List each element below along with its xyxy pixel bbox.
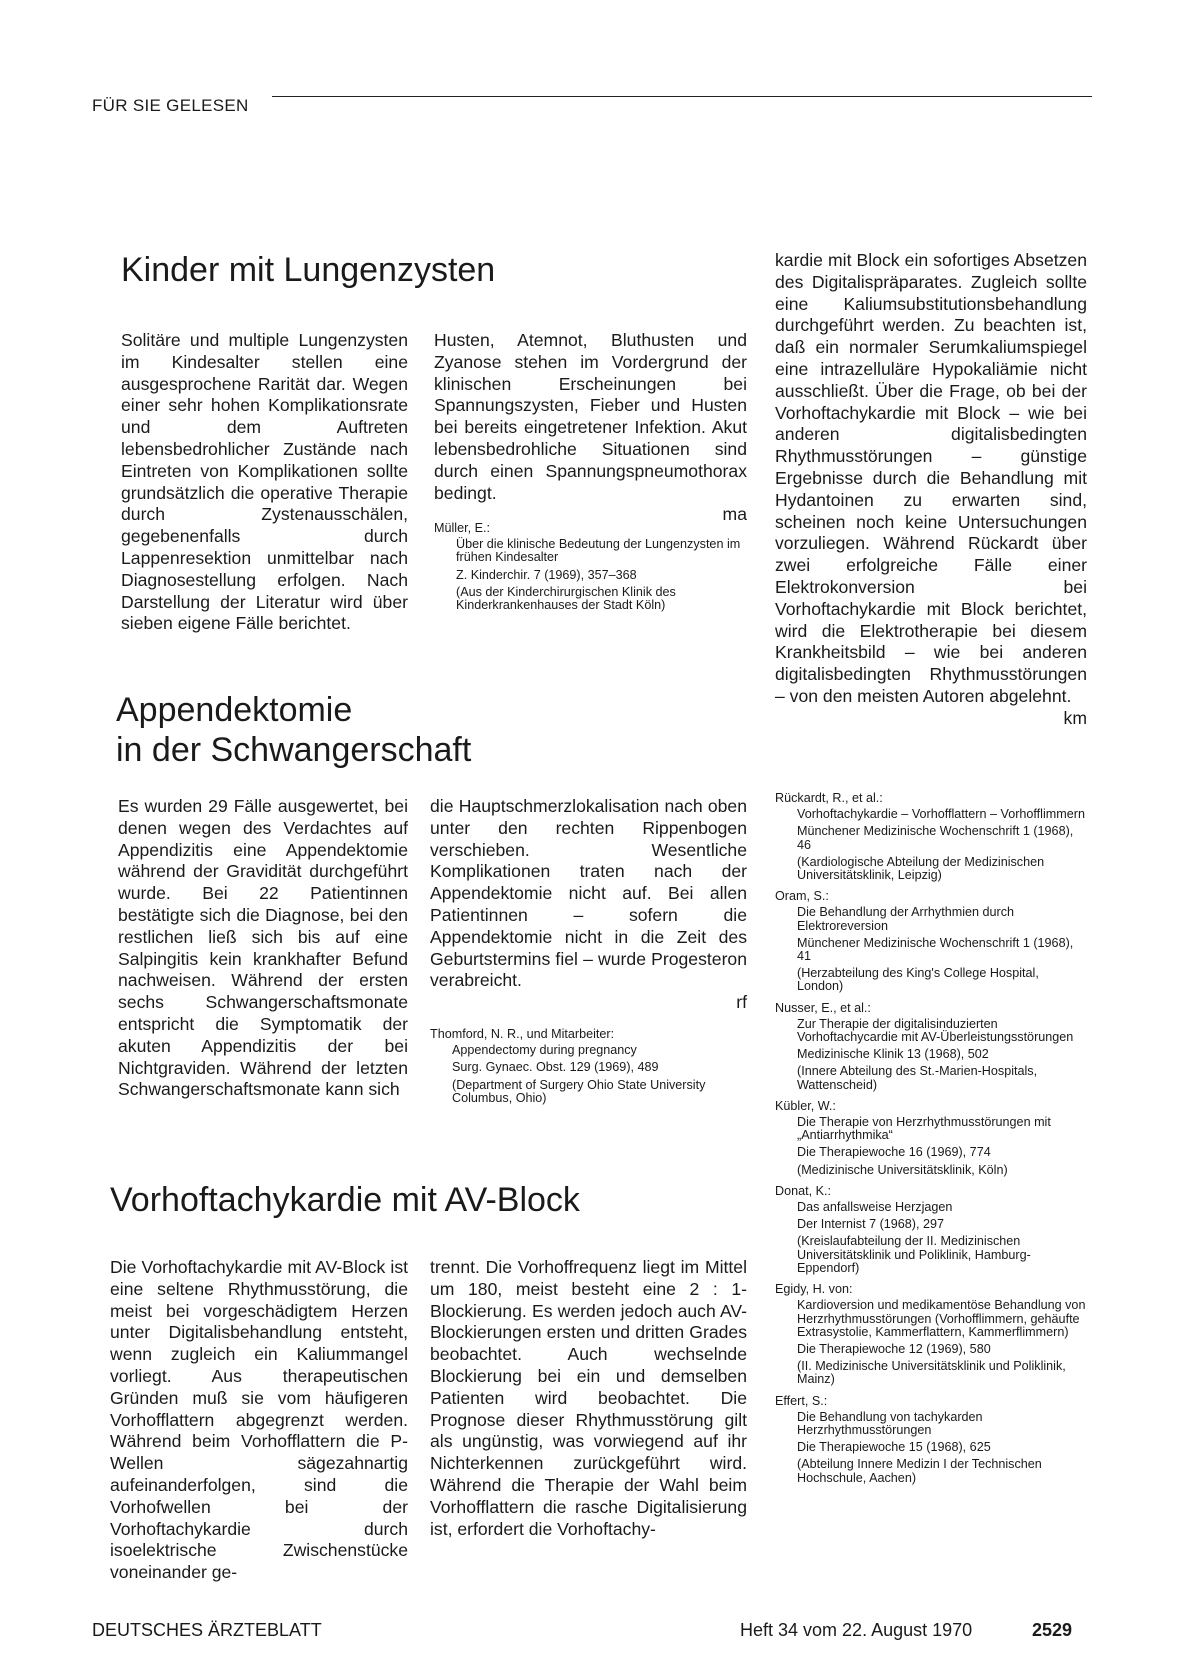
article-title: Vorhoftachykardie mit AV-Block [110, 1181, 580, 1219]
reference [775, 792, 1087, 882]
reference-title: Kardioversion und medikamentöse Behandlung von Herzrhythmusstörungen (Vorhofflimmern, gehäufte Extrasystolie, Kammerflattern, Kammerflimmern) [797, 1298, 1086, 1339]
reference-source: Münchener Medizinische Wochenschrift 1 (1968), 41 [797, 935, 1074, 964]
reference-author: Donat, K.: [775, 1183, 832, 1198]
reference-source: Münchener Medizinische Wochenschrift 1 (1968), 46 [797, 824, 1074, 852]
reference-institution: (Kardiologische Abteilung der Medizinischen Universitätsklinik, Leipzig) [797, 854, 1045, 883]
author-signature: ma [722, 504, 747, 525]
reference-source: Die Therapiewoche 15 (1968), 625 [797, 1440, 991, 1455]
article-text-body: kardie mit Block ein sofortiges Absetzen des Digitalispräparates. Zugleich sollte eine Kaliumsubstitutionsbehandlung durchgeführt werden. Zu beachten ist, daß ein normaler Serumkaliumspiegel eine intrazelluläre Hypokaliämie nicht ausschließt. Über die Frage, ob bei der Vorhoftachykardie mit Block – wie bei anderen digitalisbedingten Rhythmusstörungen – günstige Ergebnisse durch die Behandlung mit Hydantoinen zu erwarten sind, scheinen noch keine Untersuchungen vorzuliegen. Während Rückardt über zwei erfolgreiche Fälle einer Elektrokonversion bei Vorhoftachykardie mit Block berichtet, wird die Elektrotherapie bei diesem Krankheitsbild – wie bei anderen digitalisbedingten Rhythmusstörungen – von den meisten Autoren abgelehnt. [775, 250, 1087, 706]
article-text: Solitäre und multiple Lungenzysten im Kindesalter stellen eine ausgesprochene Rarität dar. Wegen einer sehr hohen Komplikationsrate und dem Auftreten lebensbedrohlicher Zustände nach Eintreten von Komplikationen sollte grundsätzlich die operative Therapie durch Zystenausschälen, gegebenenfalls durch Lappenresektion unmittelbar nach Diagnosestellung erfolgen. Nach Darstellung der Literatur wird über sieben eigene Fälle berichtet. [121, 330, 408, 634]
reference-author: Effert, S.: [775, 1393, 828, 1408]
reference-institution: (Kreislaufabteilung der II. Medizinischen Universitätsklinik und Poliklinik, Hamburg-Eppendorf) [797, 1234, 1031, 1275]
article-column [430, 1257, 747, 1540]
reference-source: Die Therapiewoche 16 (1969), 774 [797, 1145, 991, 1160]
reference-title: Die Therapie von Herzrhythmusstörungen mit „Antiarrhythmika“ [797, 1115, 1051, 1143]
reference-source: Der Internist 7 (1968), 297 [797, 1217, 945, 1232]
article-text: trennt. Die Vorhoffrequenz liegt im Mittel um 180, meist besteht eine 2 : 1-Blockierung. Es werden jedoch auch AV-Blockierungen ersten und dritten Grades beobachtet. Auch wechselnde Blockierung bei ein und demselben Patienten wird beobachtet. Die Prognose dieser Rhythmusstörung gilt als ungünstig, was vorwiegend auf ihr Nichterkennen zurückgeführt wird. Während die Therapie der Wahl beim Vorhofflattern die rasche Digitalisierung ist, erfordert die Vorhoftachy- [430, 1257, 747, 1539]
reference [775, 1100, 1087, 1177]
reference-institution: (Herzabteilung des King's College Hospital, London) [797, 966, 1039, 994]
reference-institution: (Abteilung Innere Medizin I der Technischen Hochschule, Aachen) [797, 1457, 1042, 1485]
reference-institution: (Department of Surgery Ohio State University Columbus, Ohio) [452, 1077, 706, 1105]
reference-source: Medizinische Klinik 13 (1968), 502 [797, 1047, 989, 1062]
article-column [121, 330, 408, 635]
article-column [434, 330, 747, 526]
reference-source: Z. Kinderchir. 7 (1969), 357–368 [456, 567, 637, 582]
reference [775, 890, 1087, 993]
article-column [430, 796, 747, 1014]
reference [430, 1028, 747, 1105]
reference-title: Die Behandlung der Arrhythmien durch Elektroreversion [797, 905, 1015, 933]
reference-title: Das anfallsweise Herzjagen [797, 1200, 953, 1215]
author-signature: km [1063, 707, 1087, 728]
article-column [110, 1257, 408, 1584]
reference-institution: (II. Medizinische Universitätsklinik und Poliklinik, Mainz) [797, 1359, 1066, 1387]
reference-author: Nusser, E., et al.: [775, 1000, 871, 1015]
reference-author: Müller, E.: [434, 521, 490, 535]
article-text: Die Vorhoftachykardie mit AV-Block ist eine seltene Rhythmusstörung, die meist bei vorgeschädigtem Herzen unter Digitalisbehandlung entsteht, wenn zugleich ein Kaliummangel vorliegt. Aus therapeutischen Gründen muß sie vom häufigeren Vorhofflattern abgegrenzt werden. Während beim Vorhofflattern die P-Wellen sägezahnartig aufeinanderfolgen, sind die Vorhofwellen bei der Vorhoftachykardie durch isoelektrische Zwischenstücke voneinander ge- [110, 1257, 408, 1583]
reference [775, 1002, 1087, 1092]
reference-list [430, 1028, 747, 1113]
reference [775, 1395, 1087, 1485]
reference-source: Surg. Gynaec. Obst. 129 (1969), 489 [452, 1060, 659, 1075]
article-text-body: Husten, Atemnot, Bluthusten und Zyanose stehen im Vordergrund der klinischen Erscheinungen bei Spannungszysten, Fieber und Husten bei bereits eingetretener Infektion. Akut lebensbedrohliche Situationen sind durch einen Spannungspneumothorax bedingt. [434, 330, 747, 503]
article-text [775, 250, 1087, 730]
journal-name: DEUTSCHES ÄRZTEBLATT [92, 1620, 322, 1640]
reference-institution: (Medizinische Universitätsklinik, Köln) [797, 1162, 1008, 1177]
reference-author: Thomford, N. R., und Mitarbeiter: [430, 1027, 615, 1041]
reference-title: Vorhoftachykardie – Vorhofflattern – Vorhofflimmern [797, 807, 1085, 822]
article-text [434, 330, 747, 526]
reference-title: Die Behandlung von tachykarden Herzrhythmusstörungen [797, 1409, 983, 1437]
reference [775, 1185, 1087, 1275]
article-column [775, 250, 1087, 730]
reference-source: Die Therapiewoche 12 (1969), 580 [797, 1341, 991, 1356]
article-title-line: Appendektomie [116, 691, 353, 729]
reference-title: Über die klinische Bedeutung der Lungenzysten im frühen Kindesalter [456, 537, 741, 565]
reference-author: Oram, S.: [775, 889, 829, 904]
reference-author: Egidy, H. von: [775, 1282, 853, 1297]
author-signature: rf [736, 992, 747, 1013]
header-rule [272, 96, 1092, 97]
reference-list [775, 792, 1087, 1493]
reference-institution: (Innere Abteilung des St.-Marien-Hospitals, Wattenscheid) [797, 1064, 1038, 1092]
article-text [430, 796, 747, 1014]
running-head: FÜR SIE GELESEN [92, 96, 249, 115]
reference [434, 522, 747, 612]
reference [775, 1283, 1087, 1386]
issue-date: Heft 34 vom 22. August 1970 [740, 1620, 973, 1640]
reference-list [434, 522, 747, 620]
article-text: Es wurden 29 Fälle ausgewertet, bei denen wegen des Verdachtes auf Appendizitis eine Appendektomie während der Gravidität durchgeführt wurde. Bei 22 Patientinnen bestätigte sich die Diagnose, bei den restlichen ließ sich bis auf eine Salpingitis kein krankhafter Befund nachweisen. Während der ersten sechs Schwangerschaftsmonate entspricht die Symptomatik der akuten Appendizitis der bei Nichtgraviden. Während der letzten Schwangerschaftsmonate kann sich [118, 796, 408, 1100]
reference-author: Rückardt, R., et al.: [775, 791, 883, 805]
reference-title: Appendectomy during pregnancy [452, 1043, 637, 1058]
article-title: Kinder mit Lungenzysten [121, 251, 496, 289]
reference-institution: (Aus der Kinderchirurgischen Klinik des Kinderkrankenhauses der Stadt Köln) [456, 584, 676, 613]
reference-title: Zur Therapie der digitalisinduzierten Vorhoftachycardie mit AV-Überleistungsstörungen [797, 1016, 1074, 1045]
article-column [118, 796, 408, 1101]
reference-author: Kübler, W.: [775, 1098, 836, 1113]
page-number: 2529 [1032, 1620, 1073, 1640]
article-text-body: die Hauptschmerzlokalisation nach oben unter den rechten Rippenbogen verschieben. Wesentliche Komplikationen traten nach der Appendektomie nicht auf. Bei allen Patientinnen – sofern die Appendektomie nicht in die Zeit des Geburtstermins fiel – wurde Progesteron verabreicht. [430, 796, 747, 991]
article-title-line: in der Schwangerschaft [116, 731, 472, 769]
article-title [116, 690, 471, 770]
